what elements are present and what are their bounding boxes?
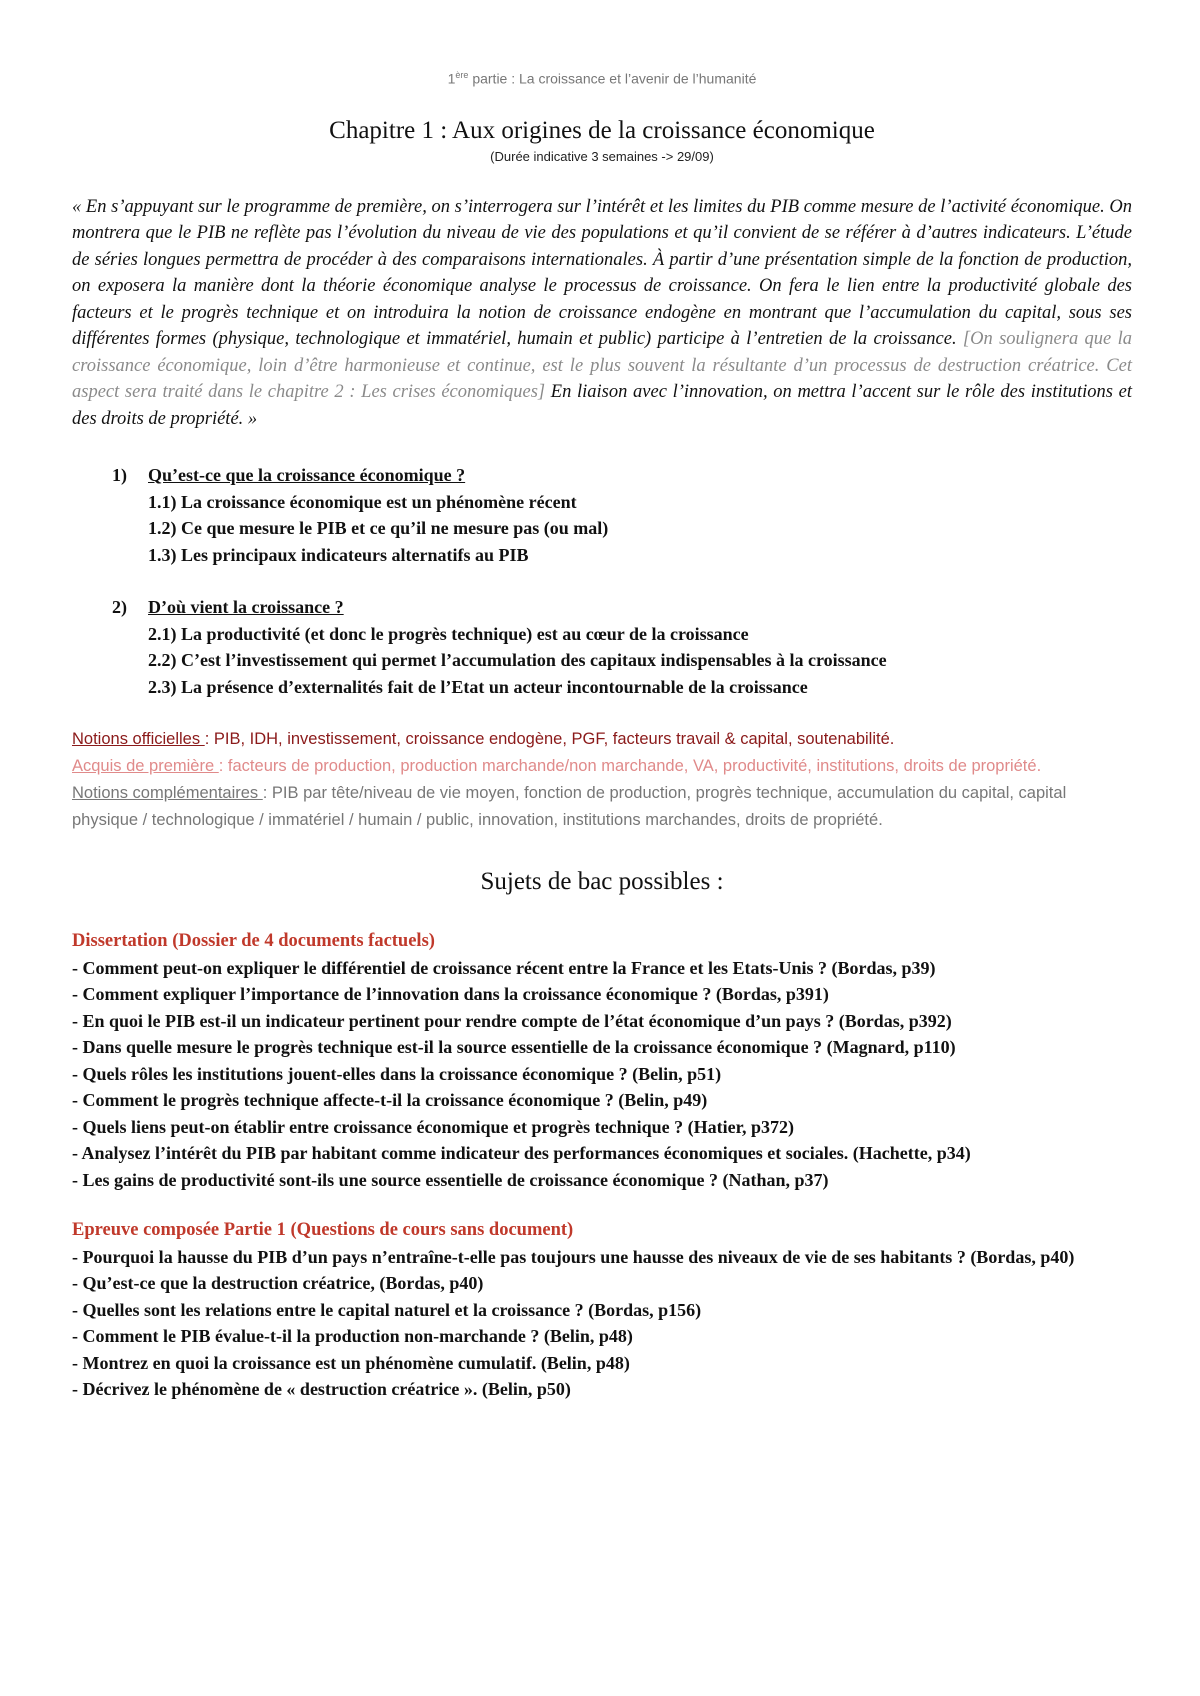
part-number: 1	[447, 70, 456, 87]
outline-subpart: 1.1) La croissance économique est un phénomène récent	[148, 491, 577, 512]
excerpt-main: « En s’appuyant sur le programme de première, on s’interrogera sur l’intérêt et les limites du PIB comme mesure de l’activité économique. On montrera que le PIB ne reflète pas l’évolution du niveau de vie des populations et qu’il convient de se référer à d’autres indicateurs. L’étude de séries longues permettra de procéder à des comparaisons internationales. À partir d’une présentation simple de la fonction de production, on exposera la manière dont la théorie économique analyse le processus de croissance. On fera le lien entre la productivité globale des facteurs et le progrès technique et on introduira la notion de croissance endogène en montrant que l’accumulation du capital, sous ses différentes formes (physique, technologique et immatériel, humain et public) participe à l’entretien de la croissance.	[72, 196, 1132, 350]
outline-subpart: 1.2) Ce que mesure le PIB et ce qu’il ne mesure pas (ou mal)	[148, 518, 609, 539]
list-item: - En quoi le PIB est-il un indicateur pertinent pour rendre compte de l’état économique d’un pays ? (Bordas, p392)	[72, 1010, 952, 1031]
prior-knowledge	[72, 753, 1132, 780]
part-number-suffix: ère	[455, 70, 469, 80]
outline-subpart: 1.3) Les principaux indicateurs alternatifs au PIB	[148, 544, 529, 565]
part-number: 2)	[112, 597, 127, 618]
complementary-notions	[72, 780, 1132, 834]
list-item: - Comment le PIB évalue-t-il la production non-marchande ? (Belin, p48)	[72, 1326, 633, 1347]
official-notions-text: : PIB, IDH, investissement, croissance endogène, PGF, facteurs travail & capital, soutenabilité.	[204, 730, 895, 749]
complementary-notions-text: : PIB par tête/niveau de vie moyen, fonction de production, progrès technique, accumulation du capital, capital physique / technologique / immatériel / humain / public, innovation, institutions marchandes, droits de propriété.	[72, 784, 1067, 830]
list-item: - Analysez l’intérêt du PIB par habitant comme indicateur des performances économiques et sociales. (Hachette, p34)	[72, 1143, 971, 1164]
list-item: - Comment expliquer l’importance de l’innovation dans la croissance économique ? (Bordas, p391)	[72, 984, 829, 1005]
outline-part-2	[112, 594, 1132, 621]
program-excerpt	[72, 194, 1132, 433]
outline-part-1	[112, 462, 1132, 489]
excerpt-end: En liaison avec l’innovation, on mettra l’accent sur le rôle des institutions et des droits de propriété. »	[72, 382, 1132, 429]
part-label: D’où vient la croissance ?	[148, 597, 344, 618]
list-item: - Quels liens peut-on établir entre croissance économique et progrès technique ? (Hatier, p372)	[72, 1116, 794, 1137]
list-item: - Comment le progrès technique affecte-t-il la croissance économique ? (Belin, p49)	[72, 1090, 708, 1111]
official-notions	[72, 726, 1132, 753]
list-item: - Les gains de productivité sont-ils une source essentielle de croissance économique ? (Nathan, p37)	[72, 1169, 829, 1190]
outline-subpart: 2.3) La présence d’externalités fait de l’Etat un acteur incontournable de la croissance	[148, 676, 808, 697]
chapter-outline	[72, 462, 1132, 700]
part-header-text: partie : La croissance et l’avenir de l’humanité	[468, 70, 757, 87]
notions-block	[72, 726, 1132, 834]
part-label: Qu’est-ce que la croissance économique ?	[148, 465, 466, 486]
part-header	[72, 70, 1132, 87]
list-item: - Qu’est-ce que la destruction créatrice, (Bordas, p40)	[72, 1273, 484, 1294]
composed-exam-heading: Epreuve composée Partie 1 (Questions de cours sans document)	[72, 1220, 574, 1241]
list-item: - Montrez en quoi la croissance est un phénomène cumulatif. (Belin, p48)	[72, 1352, 630, 1373]
list-item: - Comment peut-on expliquer le différentiel de croissance récent entre la France et les Etats-Unis ? (Bordas, p39)	[72, 957, 936, 978]
prior-knowledge-label: Acquis de première	[72, 757, 219, 776]
part-number: 1)	[112, 465, 127, 486]
document-page	[72, 70, 1132, 1403]
complementary-notions-label: Notions complémentaires	[72, 784, 263, 803]
chapter-duration: (Durée indicative 3 semaines -> 29/09)	[490, 148, 714, 164]
dissertation-list	[72, 955, 1132, 1194]
dissertation-heading: Dissertation (Dossier de 4 documents factuels)	[72, 931, 435, 952]
list-item: - Quelles sont les relations entre le capital naturel et la croissance ? (Bordas, p156)	[72, 1299, 702, 1320]
chapter-title: Chapitre 1 : Aux origines de la croissance économique	[329, 116, 875, 144]
prior-knowledge-text: : facteurs de production, production marchande/non marchande, VA, productivité, institutions, droits de propriété.	[218, 757, 1042, 776]
outline-subpart: 2.2) C’est l’investissement qui permet l’accumulation des capitaux indispensables à la croissance	[148, 650, 887, 671]
excerpt-grey-note: [On soulignera que la croissance économique, loin d’être harmonieuse et continue, est le plus souvent la résultante d’un processus de destruction créatrice. Cet aspect sera traité dans le chapitre 2 : Les crises économiques]	[72, 329, 1132, 403]
composed-exam-list	[72, 1244, 1132, 1403]
list-item: - Quels rôles les institutions jouent-elles dans la croissance économique ? (Belin, p51)	[72, 1063, 722, 1084]
exam-topics-title: Sujets de bac possibles :	[480, 868, 724, 896]
list-item: - Pourquoi la hausse du PIB d’un pays n’entraîne-t-elle pas toujours une hausse des niveaux de vie de ses habitants ? (Bordas, p40)	[72, 1246, 1075, 1267]
outline-subpart: 2.1) La productivité (et donc le progrès technique) est au cœur de la croissance	[148, 623, 749, 644]
list-item: - Dans quelle mesure le progrès technique est-il la source essentielle de la croissance économique ? (Magnard, p110)	[72, 1037, 956, 1058]
official-notions-label: Notions officielles	[72, 730, 205, 749]
list-item: - Décrivez le phénomène de « destruction créatrice ». (Belin, p50)	[72, 1379, 571, 1400]
